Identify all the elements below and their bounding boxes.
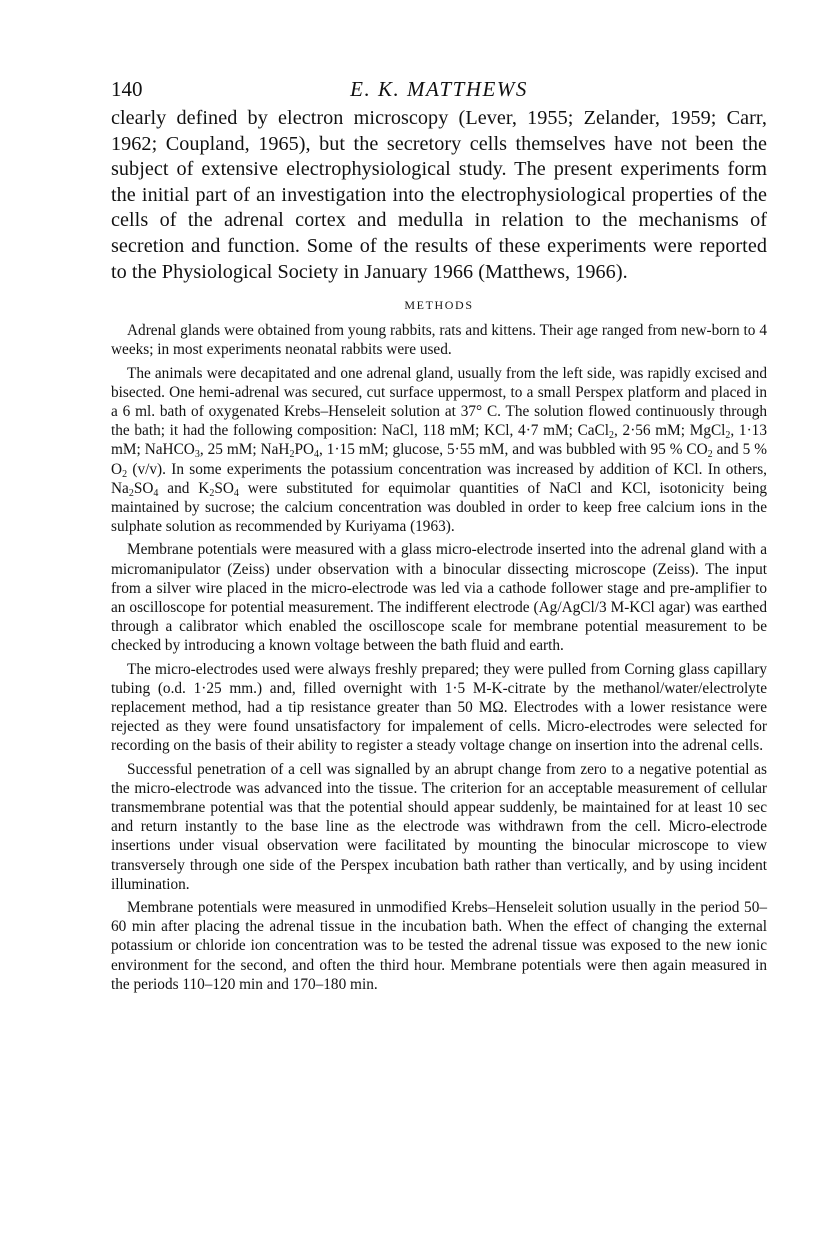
subscript: 2 (209, 487, 215, 499)
methods-paragraph-3: Membrane potentials were measured with a glass micro-electrode inserted into the adrenal gland with a micromanipulator (Zeiss) under observation with a binocular dissecting microscope (Zeiss). The input from a silver wire placed in the micro-electrode was led via a cathode follower stage and pre-amplifier to an oscilloscope for potential measurement. The indifferent electrode (Ag/AgCl/3 M-KCl agar) was earthed through a calibrator which enabled the oscilloscope scale for membrane potential measurement to be checked by introducing a known voltage between the bath fluid and earth. (111, 541, 767, 655)
subscript: 2 (122, 468, 128, 480)
methods-paragraph-6: Membrane potentials were measured in unmodified Krebs–Henseleit solution usually in the period 50–60 min after placing the adrenal tissue in the incubation bath. When the effect of changing the external potassium or chloride ion concentration was to be tested the adrenal tissue was exposed to the new ionic environment for the second, and often the third hour. Membrane potentials were then again measured in the periods 110–120 min and 170–180 min. (111, 899, 767, 993)
text-span: PO (294, 441, 315, 459)
subscript: 4 (233, 487, 239, 499)
text-span: , 2·56 mM; MgCl (614, 422, 726, 440)
running-head-author: E. K. MATTHEWS (350, 77, 528, 101)
running-head (111, 72, 767, 106)
subscript: 2 (609, 430, 615, 442)
journal-page (111, 72, 767, 998)
text-span: (v/v). In some experiments the potassium concentration was increased by addition of KCl. In others, Na (111, 460, 767, 497)
methods-heading: METHODS (404, 298, 474, 313)
methods-paragraph-2 (111, 364, 767, 537)
text-span: were substituted for equimolar quantities of NaCl and KCl, isotonicity being maintained by sucrose; the calcium concentration was doubled in order to keep free calcium ions in the sulphate solution as recommended by Kuriyama (1963). (111, 479, 767, 536)
subscript: 2 (725, 430, 731, 442)
subscript: 4 (153, 487, 159, 499)
subscript: 2 (128, 487, 134, 499)
intro-paragraph: clearly defined by electron microscopy (Lever, 1955; Zelander, 1959; Carr, 1962; Coupland, 1965), but the secretory cells themselves have not been the subject of extensive electrophysiological study. The present experiments form the initial part of an investigation into the electrophysiological properties of the cells of the adrenal cortex and medulla in relation to the mechanisms of secretion and function. Some of the results of these experiments were reported to the Physiological Society in January 1966 (Matthews, 1966). (111, 107, 767, 283)
text-span: SO (214, 479, 234, 497)
text-span: and 5 % O (111, 441, 767, 478)
text-span: The animals were decapitated and one adrenal gland, usually from the left side, was rapidly excised and bisected. One hemi-adrenal was secured, cut surface uppermost, to a small Perspex platform and placed in a 6 ml. bath of oxygenated Krebs–Henseleit solution at 37° C. The solution flowed continuously through the bath; it had the following composition: NaCl, 118 mM; KCl, 4·7 mM; CaCl (111, 364, 767, 440)
subscript: 2 (707, 449, 713, 461)
text-span: and K (158, 479, 210, 497)
page-number: 140 (111, 77, 143, 101)
text-span: , 1·15 mM; glucose, 5·55 mM, and was bubbled with 95 % CO (319, 441, 708, 459)
methods-paragraph-4: The micro-electrodes used were always freshly prepared; they were pulled from Corning glass capillary tubing (o.d. 1·25 mm.) and, filled overnight with 1·5 M-K-citrate by the methanol/water/electrolyte replacement method, had a tip resistance greater than 50 MΩ. Electrodes with a lower resistance were rejected as they were found unsatisfactory for impalement of cells. Micro-electrodes were selected for recording on the basis of their ability to register a steady voltage change on insertion into the adrenal cells. (111, 660, 767, 755)
text-span: , 1·13 mM; NaHCO (111, 422, 767, 459)
methods-section (111, 321, 767, 994)
methods-paragraph-5: Successful penetration of a cell was signalled by an abrupt change from zero to a negative potential as the micro-electrode was advanced into the tissue. The criterion for an acceptable measurement of cellular transmembrane potential was that the potential should appear suddenly, be maintained for at least 10 sec and return instantly to the base line as the electrode was withdrawn from the cell. Micro-electrode insertions under visual observation were facilitated by mounting the binocular microscope to view transversely through one side of the Perspex incubation bath rather than vertically, and by using incident illumination. (111, 760, 767, 893)
subscript: 2 (289, 449, 295, 461)
subscript: 3 (194, 449, 200, 461)
text-span: , 25 mM; NaH (199, 441, 290, 459)
text-span: SO (133, 479, 154, 497)
methods-paragraph-1: Adrenal glands were obtained from young rabbits, rats and kittens. Their age ranged from new-born to 4 weeks; in most experiments neonatal rabbits were used. (111, 322, 767, 359)
subscript: 4 (314, 449, 320, 461)
